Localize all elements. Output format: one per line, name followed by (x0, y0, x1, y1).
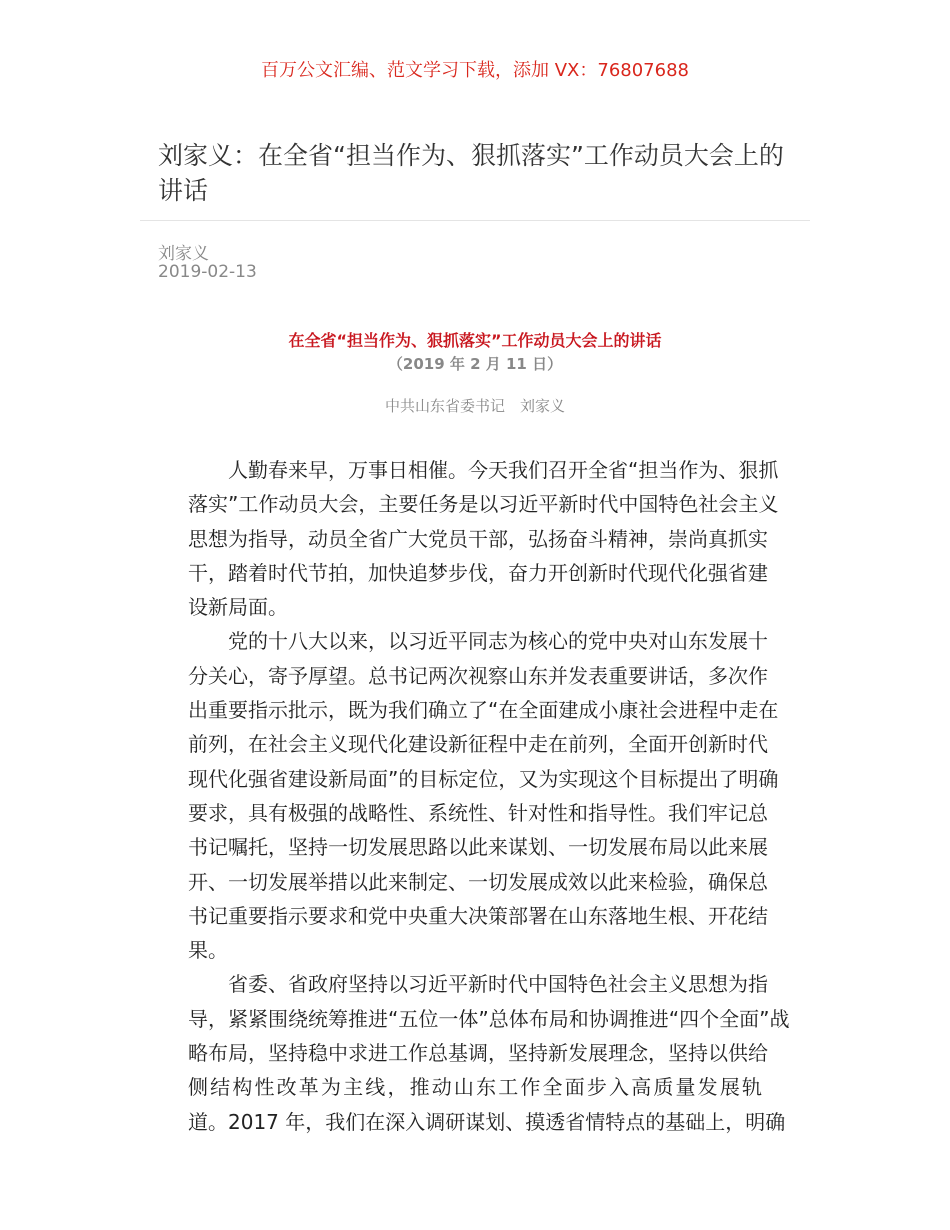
text-line: 现代化强省建设新局面”的目标定位，又为实现这个目标提出了明确 (188, 766, 779, 791)
text-line: 开、一切发展举措以此来制定、一切发展成效以此来检验，确保总 (188, 869, 768, 894)
text-line: 侧结构性改革为主线，推动山东工作全面步入高质量发展轨 (188, 1075, 762, 1100)
publish-date: 2019-02-13 (158, 262, 257, 282)
text-line: 人勤春来早，万事日相催。今天我们召开全省“担当作为、狠抓 (228, 458, 779, 482)
promo-banner: 百万公文汇编、范文学习下载，添加 VX：76807688 (261, 60, 689, 81)
page-title: 刘家义：在全省“担当作为、狠抓落实”工作动员大会上的讲话 (158, 141, 784, 205)
paragraph (188, 624, 779, 967)
speech-date: （2019 年 2 月 11 日） (387, 355, 563, 373)
speech-speaker: 中共山东省委书记 刘家义 (384, 397, 565, 415)
text-line: 干，踏着时代节拍，加快追梦步伐，奋力开创新时代现代化强省建 (188, 560, 768, 585)
text-line: 思想为指导，动员全省广大党员干部，弘扬奋斗精神，崇尚真抓实 (188, 526, 768, 551)
text-line: 省委、省政府坚持以习近平新时代中国特色社会主义思想为指 (228, 972, 768, 997)
text-line: 设新局面。 (188, 595, 288, 620)
text-line: 书记嘱托，坚持一切发展思路以此来谋划、一切发展布局以此来展 (188, 835, 768, 860)
text-line: 要求，具有极强的战略性、系统性、针对性和指导性。我们牢记总 (188, 800, 768, 825)
speech-title: 在全省“担当作为、狠抓落实”工作动员大会上的讲话 (288, 331, 662, 350)
author: 刘家义 (158, 244, 209, 264)
paragraph (188, 453, 779, 624)
divider (140, 220, 810, 221)
text-line: 略布局，坚持稳中求进工作总基调，坚持新发展理念，坚持以供给 (188, 1041, 768, 1066)
text-line: 书记重要指示要求和党中央重大决策部署在山东落地生根、开花结 (188, 903, 768, 928)
text-line: 分关心，寄予厚望。总书记两次视察山东并发表重要讲话，多次作 (188, 663, 768, 688)
text-line: 前列，在社会主义现代化建设新征程中走在前列，全面开创新时代 (188, 732, 768, 757)
article-body (188, 453, 790, 1139)
text-line: 道。2017 年，我们在深入调研谋划、摸透省情特点的基础上，明确 (188, 1109, 786, 1134)
paragraph (188, 967, 790, 1138)
text-line: 党的十八大以来，以习近平同志为核心的党中央对山东发展十 (228, 629, 768, 654)
text-line: 果。 (188, 938, 228, 963)
text-line: 出重要指示批示，既为我们确立了“在全面建成小康社会进程中走在 (188, 698, 779, 723)
text-line: 导，紧紧围绕统筹推进“五位一体”总体布局和协调推进“四个全面”战 (188, 1006, 790, 1031)
text-line: 落实”工作动员大会，主要任务是以习近平新时代中国特色社会主义 (188, 492, 779, 517)
